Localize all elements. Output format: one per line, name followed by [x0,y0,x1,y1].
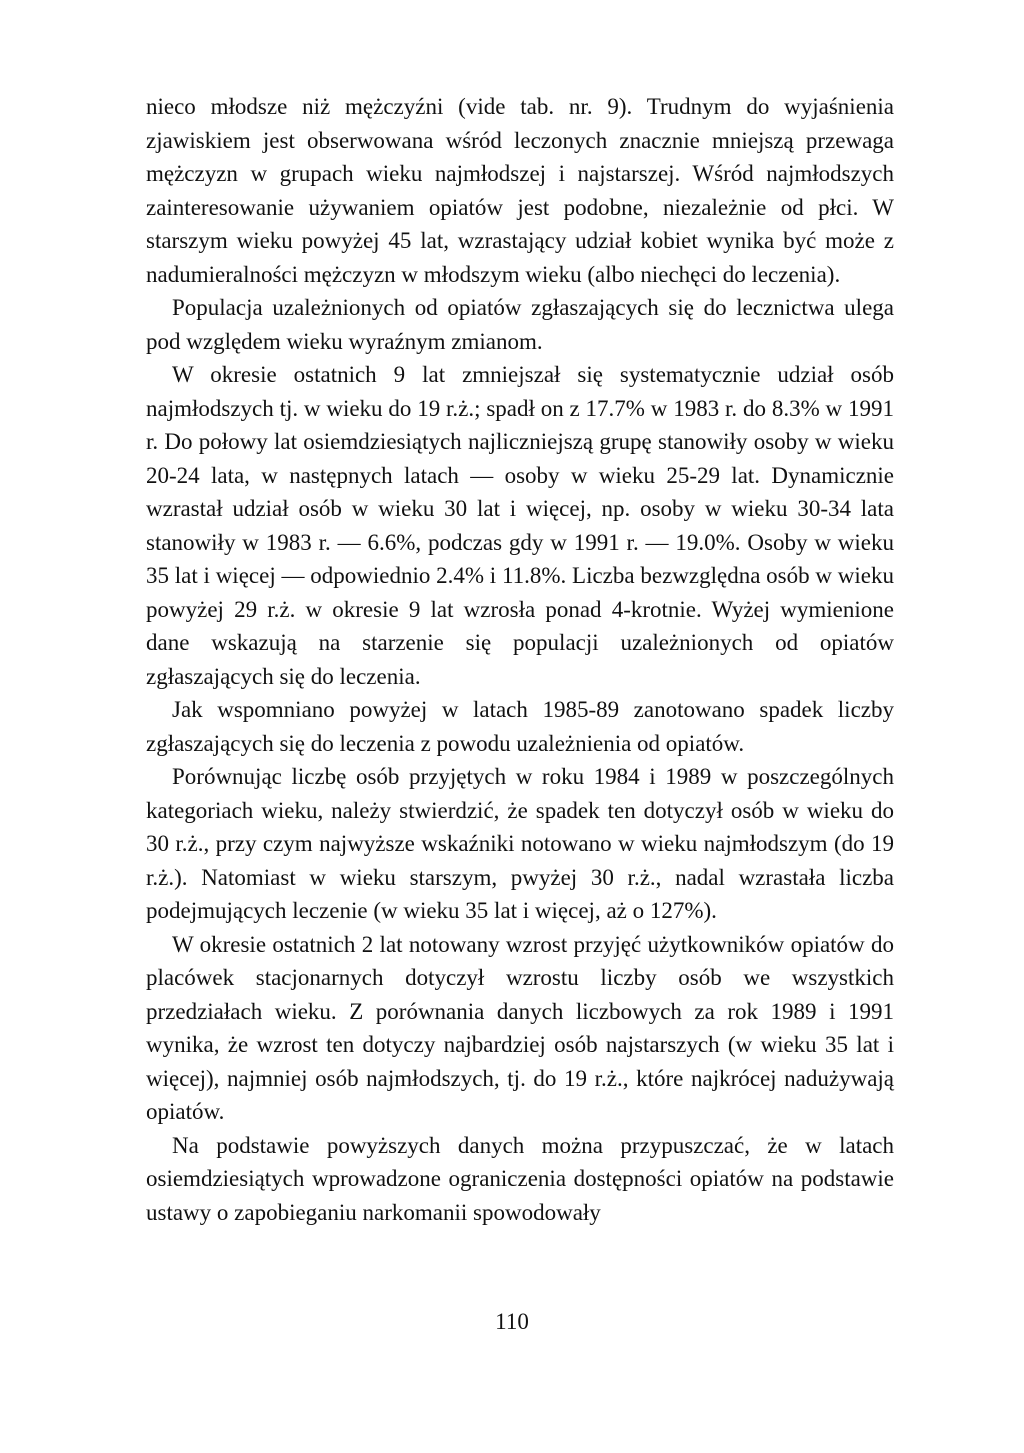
body-text [146,90,894,1229]
paragraph-continuation: nieco młodsze niż mężczyźni (vide tab. nr. 9). Trudnym do wyjaśnienia zjawiskiem jest obserwowana wśród leczonych znacznie mniejszą przewaga mężczyzn w grupach wieku najmłodszej i najstarszej. Wśród najmłodszych zainteresowanie używaniem opiatów jest podobne, niezależnie od płci. W starszym wieku powyżej 45 lat, wzrastający udział kobiet wynika być może z nadumieralności mężczyzn w młodszym wieku (albo niechęci do leczenia). [146,94,894,287]
paragraph: Jak wspomniano powyżej w latach 1985-89 zanotowano spadek liczby zgłaszających się do leczenia z powodu uzależnienia od opiatów. [146,697,894,756]
paragraph: Na podstawie powyższych danych można przypuszczać, że w latach osiemdziesiątych wprowadzone ograniczenia dostępności opiatów na podstawie ustawy o zapobieganiu narkomanii spowodowały [146,1132,894,1225]
paragraph: Porównując liczbę osób przyjętych w roku 1984 i 1989 w poszczególnych kategoriach wieku, należy stwierdzić, że spadek ten dotyczył osób w wieku do 30 r.ż., przy czym najwyższe wskaźniki notowano w wieku najmłodszym (do 19 r.ż.). Natomiast w wieku starszym, pwyżej 30 r.ż., nadal wzrastała liczba podejmujących leczenie (w wieku 35 lat i więcej, aż o 127%). [146,764,894,923]
page-number: 110 [495,1309,529,1334]
paragraph: Populacja uzależnionych od opiatów zgłaszających się do lecznictwa ulega pod względem wieku wyraźnym zmianom. [146,295,894,354]
paragraph: W okresie ostatnich 9 lat zmniejszał się systematycznie udział osób najmłodszych tj. w wieku do 19 r.ż.; spadł on z 17.7% w 1983 r. do 8.3% w 1991 r. Do połowy lat osiemdziesiątych najliczniejszą grupę stanowiły osoby w wieku 20-24 lata, w następnych latach — osoby w wieku 25-29 lat. Dynamicznie wzrastał udział osób w wieku 30 lat i więcej, np. osoby w wieku 30-34 lata stanowiły w 1983 r. — 6.6%, podczas gdy w 1991 r. — 19.0%. Osoby w wieku 35 lat i więcej — odpowiednio 2.4% i 11.8%. Liczba bezwzględna osób w wieku powyżej 29 r.ż. w okresie 9 lat wzrosła ponad 4-krotnie. Wyżej wymienione dane wskazują na starzenie się populacji uzależnionych od opiatów zgłaszających się do leczenia. [146,362,894,689]
paragraph: W okresie ostatnich 2 lat notowany wzrost przyjęć użytkowników opiatów do placówek stacjonarnych dotyczył wzrostu liczby osób we wszystkich przedziałach wieku. Z porównania danych liczbowych za rok 1989 i 1991 wynika, że wzrost ten dotyczy najbardziej osób najstarszych (w wieku 35 lat i więcej), najmniej osób najmłodszych, tj. do 19 r.ż., które najkrócej nadużywają opiatów. [146,931,894,1124]
